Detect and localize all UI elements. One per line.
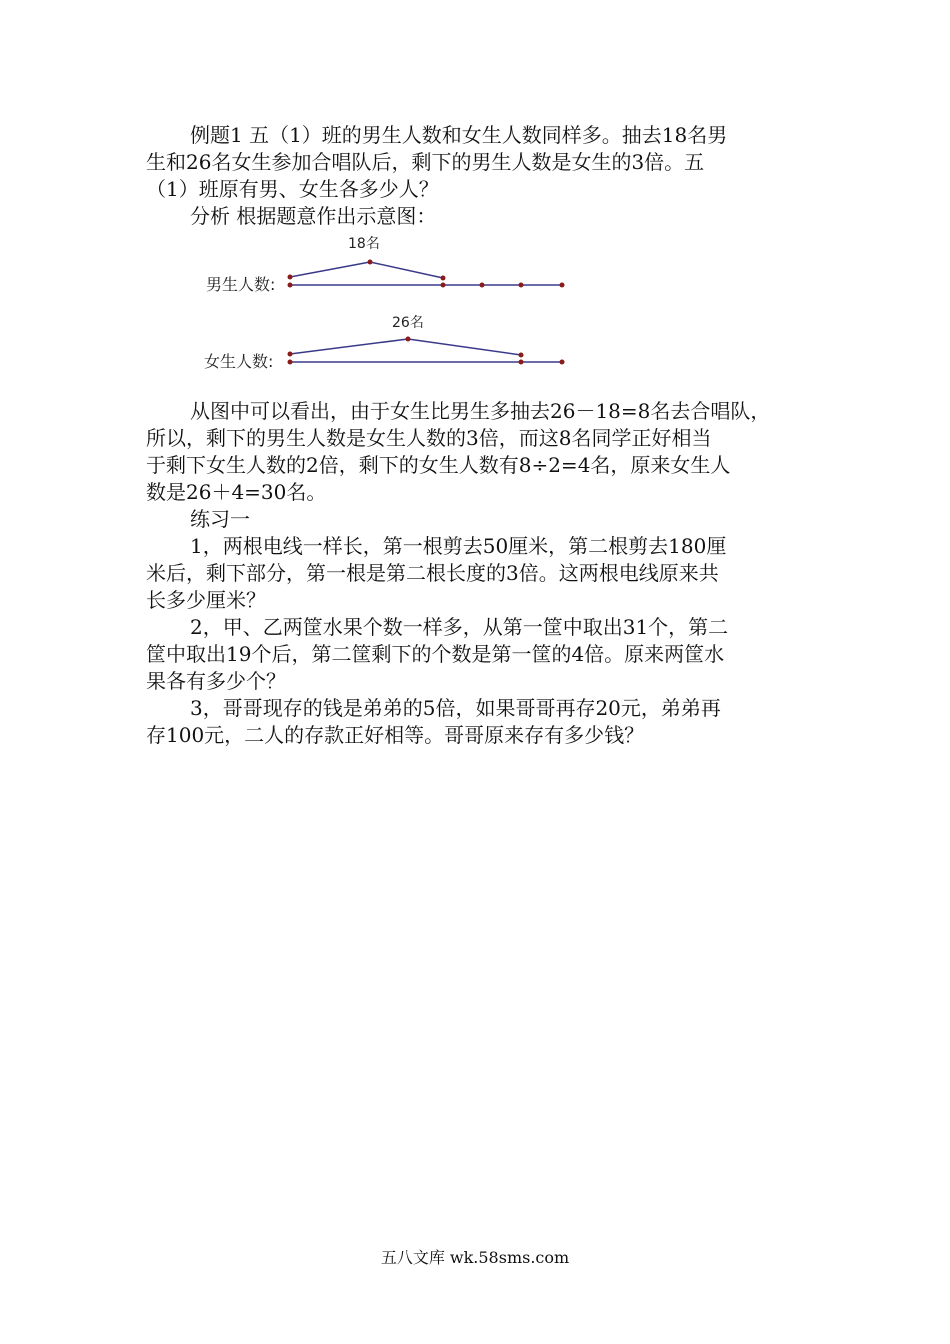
exercise-1-line-3: 长多少厘米？ [146,588,266,612]
analysis-intro: 分析 根据题意作出示意图： [190,204,437,228]
footer-watermark: 五八文库 wk.58sms.com [380,1248,570,1267]
explanation-line-1: 从图中可以看出，由于女生比男生多抽去26－18=8名去合唱队， [190,399,771,423]
dot [519,360,524,365]
dot [441,283,446,288]
exercise-3-line-2: 存100元，二人的存款正好相等。哥哥原来存有多少钱？ [146,723,645,747]
dot [288,352,293,357]
exercise-3-line-1: 3，哥哥现存的钱是弟弟的5倍，如果哥哥再存20元，弟弟再 [190,696,721,720]
boys-removed-label: 18名 [348,236,380,252]
explanation-line-4: 数是26＋4=30名。 [146,480,327,504]
explanation-line-3: 于剩下女生人数的2倍，剩下的女生人数有8÷2=4名，原来女生人 [146,453,731,477]
exercise-title: 练习一 [190,507,250,531]
example-line-1: 例题1 五（1）班的男生人数和女生人数同样多。抽去18名男 [190,123,728,147]
girls-removed-label: 26名 [392,315,424,331]
girls-label: 女生人数: [204,352,274,371]
dot [519,353,524,358]
dot [560,283,565,288]
segment-diagram [190,228,590,378]
exercise-1-line-2: 米后，剩下部分，第一根是第二根长度的3倍。这两根电线原来共 [146,561,719,585]
dot [288,283,293,288]
dot [406,337,411,342]
dot [560,360,565,365]
boys-label: 男生人数: [206,275,276,294]
dot [441,276,446,281]
exercise-2-line-2: 筐中取出19个后，第二筐剩下的个数是第一筐的4倍。原来两筐水 [146,642,725,666]
dot [288,275,293,280]
explanation-line-2: 所以，剩下的男生人数是女生人数的3倍，而这8名同学正好相当 [146,426,712,450]
example-line-3: （1）班原有男、女生各多少人？ [146,177,439,201]
exercise-2-line-1: 2，甲、乙两筐水果个数一样多，从第一筐中取出31个，第二 [190,615,729,639]
exercise-1-line-1: 1，两根电线一样长，第一根剪去50厘米，第二根剪去180厘 [190,534,727,558]
dot [288,360,293,365]
girls-bar [288,337,565,365]
dot [480,283,485,288]
boys-bar [288,260,565,288]
dot [519,283,524,288]
example-line-2: 生和26名女生参加合唱队后，剩下的男生人数是女生的3倍。五 [146,150,705,174]
dot [368,260,373,265]
exercise-2-line-3: 果各有多少个？ [146,669,286,693]
